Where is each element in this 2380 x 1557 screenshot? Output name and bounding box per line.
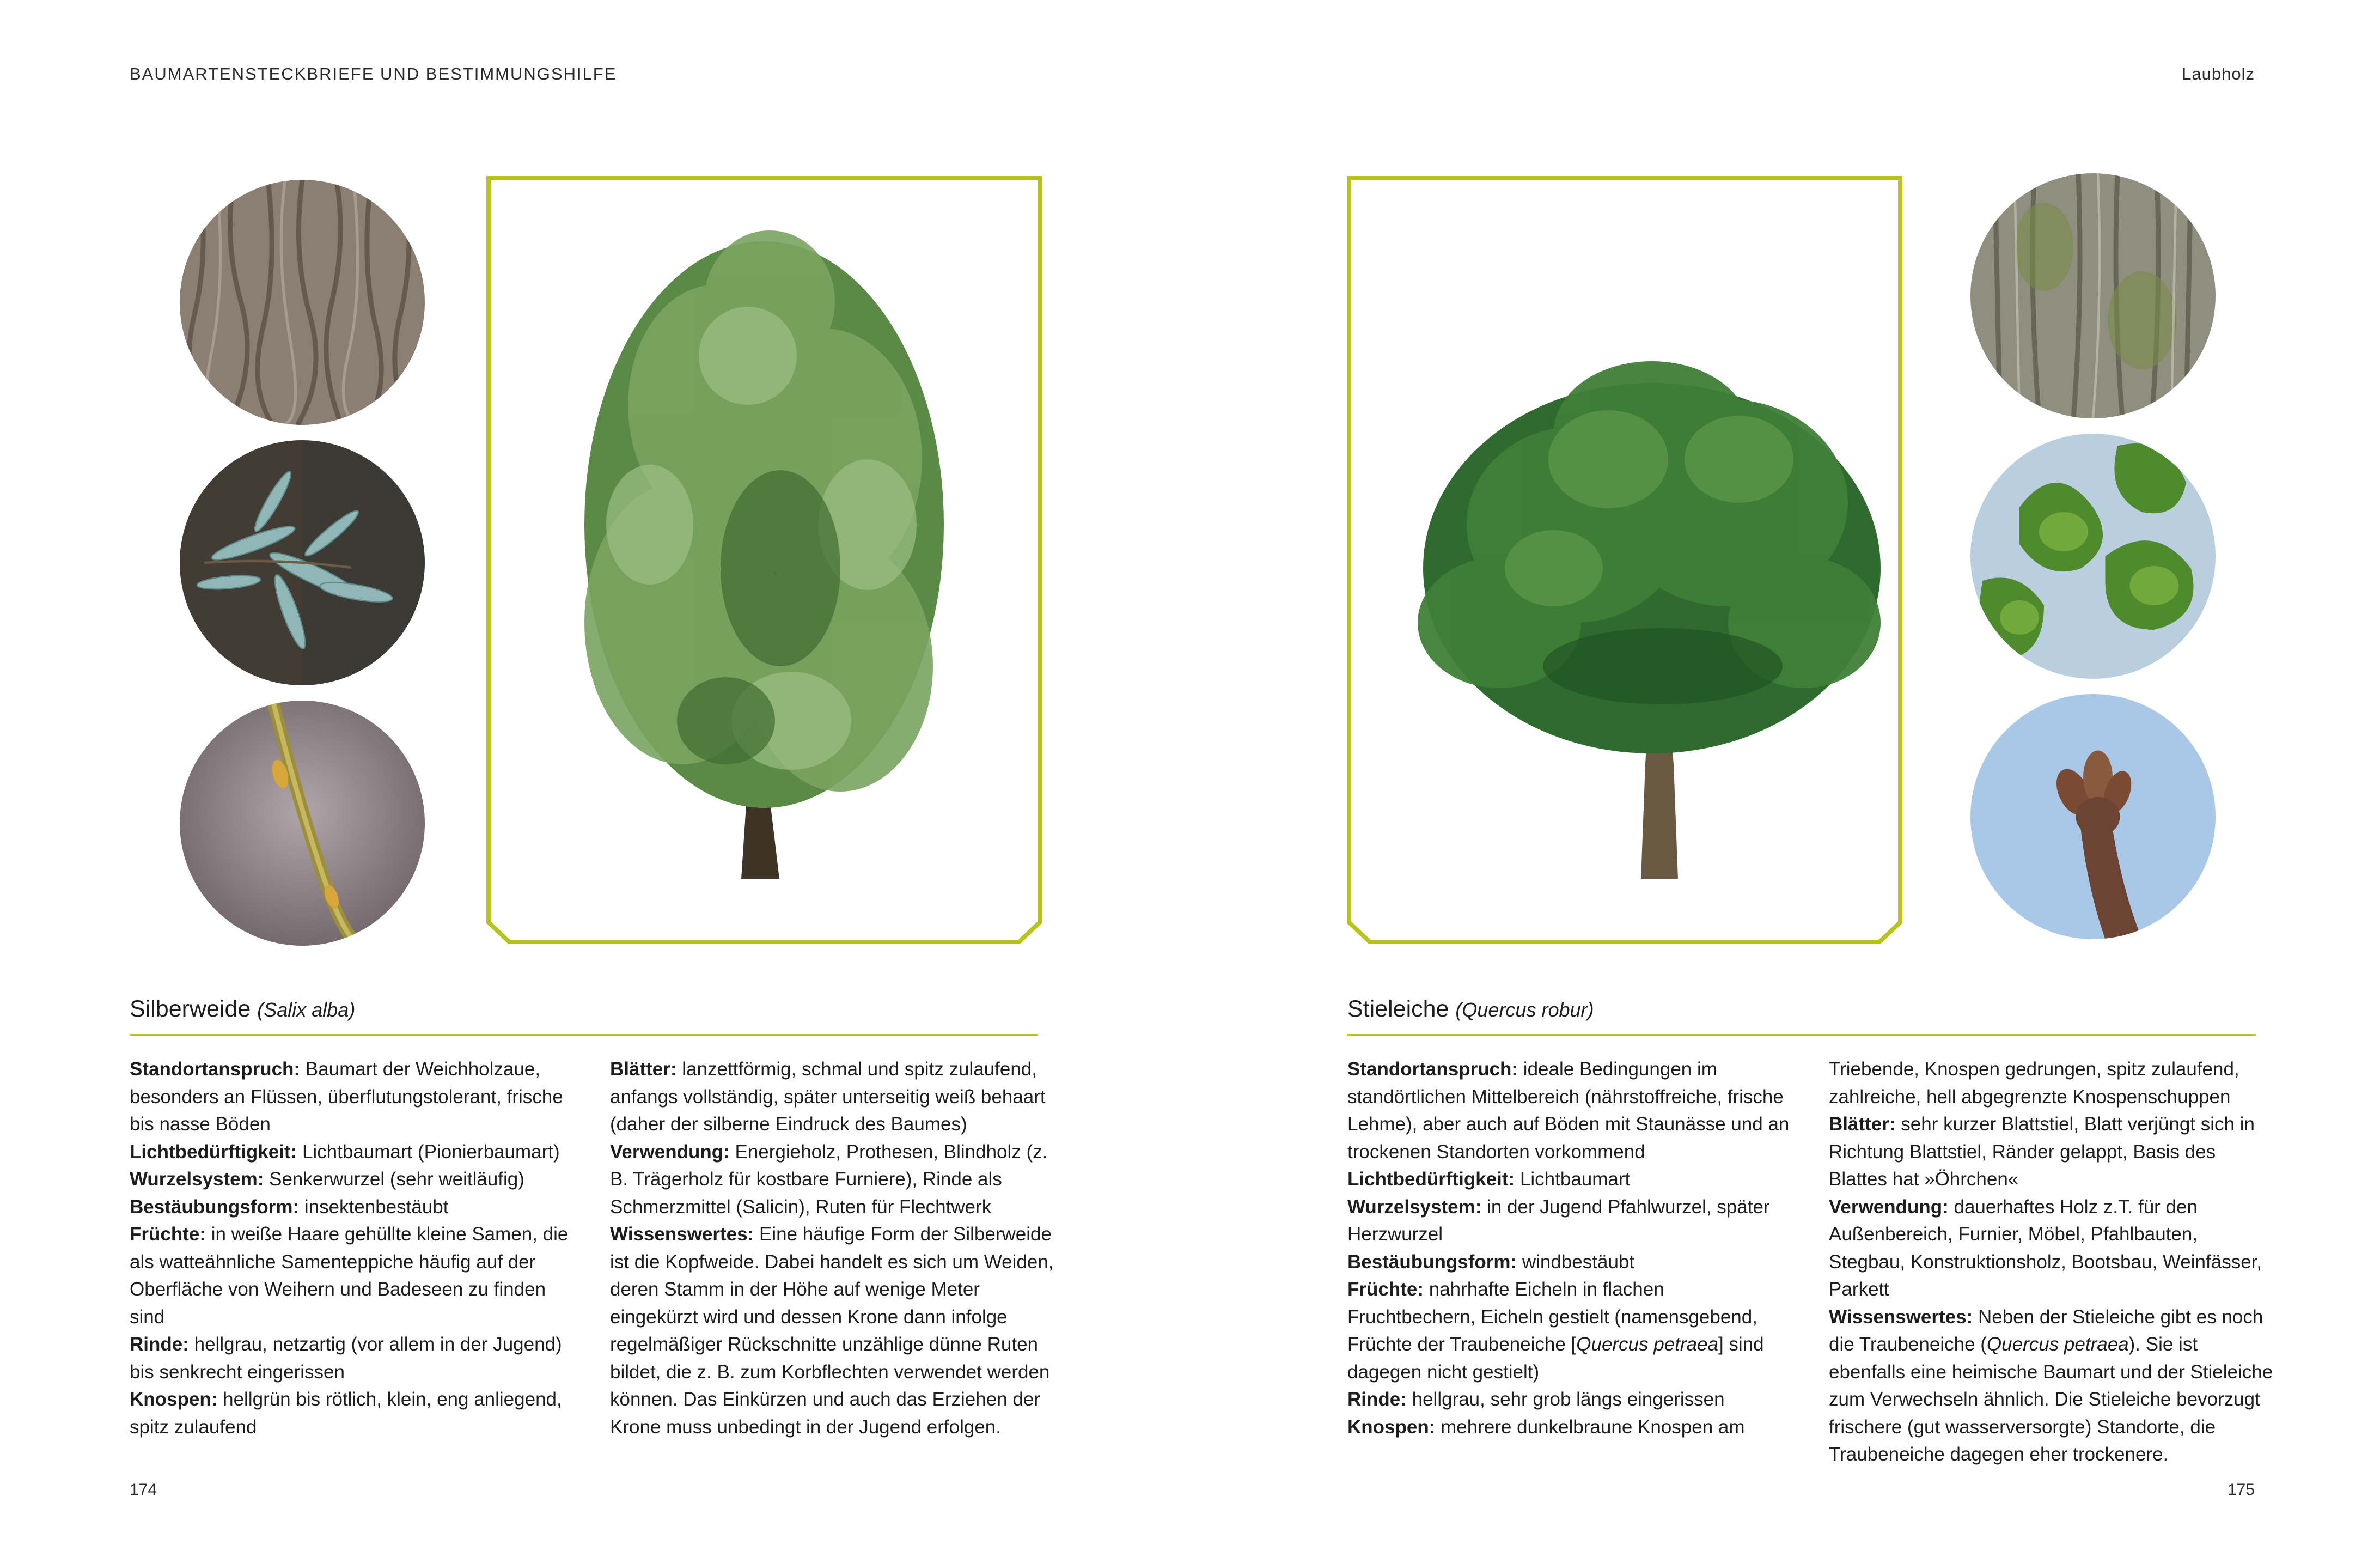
silberweide-wurzelsystem: Wurzelsystem: Senkerwurzel (sehr weitläufig) bbox=[130, 1169, 524, 1190]
willow-twig-bud-photo bbox=[180, 701, 425, 946]
silberweide-rinde: Rinde: hellgrau, netzartig (vor allem in der Jugend) bis senkrecht eingerissen bbox=[130, 1334, 562, 1383]
stieleiche-wissenswertes: Wissenswertes: Neben der Stieleiche gibt es noch die Traubeneiche (Quercus petraea). Sie ist ebenfalls eine heimische Baumart und der Stieleiche zum Verwechseln ähnlich. Die Stieleiche bevorzugt frischere (gut wasserversorgte) Standorte, die Traubeneiche dagegen eher trockenere. bbox=[1829, 1306, 2273, 1465]
silberweide-wissenswertes: Wissenswertes: Eine häufige Form der Silberweide ist die Kopfweide. Dabei handelt es sich um Weiden, deren Stamm in der Höhe auf wenige Meter eingekürzt wird und dessen Krone dann infolge regelmäßiger Rückschnitte unzählige dünne Ruten bildet, die z. B. zum Korbflechten verwendet werden können. Das Einkürzen und auch das Erziehen der Krone muss unbedingt in der Jugend erfolgen. bbox=[610, 1224, 1054, 1438]
running-header-left: BAUMARTENSTECKBRIEFE UND BESTIMMUNGSHILFE bbox=[130, 64, 617, 83]
silberweide-tree-illustration bbox=[486, 176, 1042, 944]
stieleiche-col1 bbox=[1347, 1056, 1794, 1441]
stieleiche-latin: (Quercus robur) bbox=[1455, 999, 1594, 1021]
running-header-right: Laubholz bbox=[2182, 64, 2255, 83]
silberweide-tree-frame bbox=[486, 176, 1042, 944]
silberweide-name: Silberweide bbox=[130, 996, 251, 1022]
stieleiche-lichtbeduerftigkeit: Lichtbedürftigkeit: Lichtbaumart bbox=[1347, 1169, 1631, 1190]
stieleiche-verwendung: Verwendung: dauerhaftes Holz z.T. für den Außenbereich, Furnier, Möbel, Pfahlbauten, Stegbau, Konstruktionsholz, Bootsbau, Weinfässer, Parkett bbox=[1829, 1196, 2262, 1300]
willow-leaves-photo bbox=[180, 440, 425, 685]
page-number-right: 175 bbox=[2227, 1481, 2255, 1499]
silberweide-fruechte: Früchte: in weiße Haare gehüllte kleine Samen, die als watteähnliche Samenteppiche häufig auf der Oberfläche von Weihern und Badeseen zu finden sind bbox=[130, 1224, 569, 1328]
silberweide-standortanspruch: Standortanspruch: Baumart der Weichholzaue, besonders an Flüssen, überflutungstolerant, frische bis nasse Böden bbox=[130, 1059, 563, 1135]
page-number-left: 174 bbox=[130, 1481, 157, 1499]
stieleiche-rule bbox=[1347, 1034, 2256, 1036]
stieleiche-name: Stieleiche bbox=[1347, 996, 1449, 1022]
stieleiche-knospen-cont: Triebende, Knospen gedrungen, spitz zulaufend, zahlreiche, hell abgegrenzte Knospenschuppen bbox=[1829, 1059, 2239, 1108]
stieleiche-title bbox=[1347, 996, 1594, 1023]
silberweide-title bbox=[130, 996, 355, 1023]
stieleiche-col2 bbox=[1829, 1056, 2275, 1469]
silberweide-latin: (Salix alba) bbox=[257, 999, 356, 1021]
stieleiche-tree-illustration bbox=[1347, 176, 1902, 944]
stieleiche-bestaeubungsform: Bestäubungsform: windbestäubt bbox=[1347, 1251, 1635, 1273]
oak-bud-photo bbox=[1970, 694, 2216, 939]
oak-leaves-photo bbox=[1970, 434, 2216, 679]
silberweide-col2 bbox=[610, 1056, 1057, 1441]
silberweide-rule bbox=[130, 1034, 1038, 1036]
silberweide-blaetter: Blätter: lanzettförmig, schmal und spitz zulaufend, anfangs vollständig, später unterseitig weiß behaart (daher der silberne Eindruck des Baumes) bbox=[610, 1059, 1046, 1135]
stieleiche-wurzelsystem: Wurzelsystem: in der Jugend Pfahlwurzel, später Herzwurzel bbox=[1347, 1196, 1770, 1245]
stieleiche-knospen: Knospen: mehrere dunkelbraune Knospen am bbox=[1347, 1416, 1745, 1438]
oak-bark-photo bbox=[1970, 173, 2216, 418]
willow-bark-photo bbox=[180, 180, 425, 425]
stieleiche-standortanspruch: Standortanspruch: ideale Bedingungen im standörtlichen Mittelbereich (nährstoffreiche, frische Lehme), aber auch auf Böden mit Staunässe und an trockenen Standorten vorkommend bbox=[1347, 1059, 1790, 1163]
stieleiche-tree-frame bbox=[1347, 176, 1902, 944]
stieleiche-rinde: Rinde: hellgrau, sehr grob längs eingerissen bbox=[1347, 1389, 1725, 1410]
stieleiche-fruechte: Früchte: nahrhafte Eicheln in flachen Fruchtbechern, Eicheln gestielt (namensgebend, Früchte der Traubeneiche [Quercus petraea] sind dagegen nicht gestielt) bbox=[1347, 1279, 1764, 1383]
silberweide-col1 bbox=[130, 1056, 576, 1441]
silberweide-verwendung: Verwendung: Energieholz, Prothesen, Blindholz (z. B. Trägerholz für kostbare Furniere), Rinde als Schmerzmittel (Salicin), Ruten für Flechtwerk bbox=[610, 1141, 1048, 1218]
stieleiche-blaetter: Blätter: sehr kurzer Blattstiel, Blatt verjüngt sich in Richtung Blattstiel, Ränder gelappt, Basis des Blattes hat »Öhrchen« bbox=[1829, 1114, 2255, 1190]
silberweide-lichtbeduerftigkeit: Lichtbedürftigkeit: Lichtbaumart (Pionierbaumart) bbox=[130, 1141, 560, 1163]
silberweide-bestaeubungsform: Bestäubungsform: insektenbestäubt bbox=[130, 1196, 449, 1218]
silberweide-knospen: Knospen: hellgrün bis rötlich, klein, eng anliegend, spitz zulaufend bbox=[130, 1389, 562, 1438]
